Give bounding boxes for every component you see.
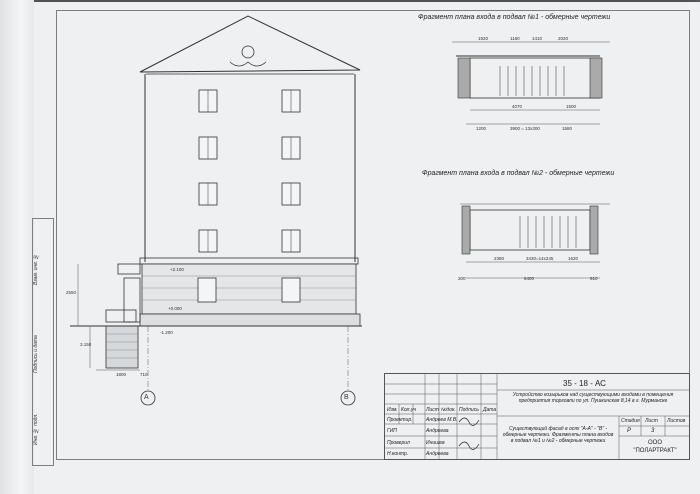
sheet-description: Существующий фасад в осях "А-А" - "В" - обмерные чертежи. Фрагменты плана входов в подвал №1 и №2 - обмерные чертежи: [502, 426, 614, 444]
dimension-label: 1500: [566, 104, 577, 109]
side-strip-label: Инв. № подл.: [33, 413, 39, 445]
axis-label: В: [344, 394, 349, 401]
dimension-label: 1200: [476, 126, 487, 131]
header-cell: №док.: [441, 407, 456, 413]
axis-label: А: [144, 394, 149, 401]
emblem-icon: [242, 46, 254, 58]
upper-windows: [199, 90, 300, 252]
drawing-code: 35 - 18 - АС: [563, 379, 606, 388]
plan-2-drawing: [460, 204, 610, 278]
dimension-label: 3900 = 13x300: [510, 126, 540, 131]
dimension-label: 1410: [532, 36, 543, 41]
side-strip-label: Взам. инв. №: [33, 253, 39, 285]
plan-1-drawing: [452, 42, 610, 124]
entrance-door: [124, 278, 140, 322]
header-cell: Изм.: [387, 407, 398, 413]
stage-header: Лист: [645, 418, 658, 424]
header-cell: Подпись: [459, 407, 479, 413]
level-label: 1800: [116, 372, 127, 377]
plinth: [140, 314, 360, 326]
stage-header: Стадия: [621, 418, 640, 424]
stage-value: Р: [627, 428, 632, 434]
dimension-label: 1580: [562, 126, 573, 131]
role-label: Н.контр.: [387, 451, 409, 457]
stage-header: Листов: [667, 418, 686, 424]
sheet-value: 3: [651, 428, 655, 434]
level-label: 3.150: [80, 342, 92, 347]
dimension-label: 3430=14x245: [526, 256, 554, 261]
title-block: [384, 373, 690, 460]
plan-1-title: Фрагмент плана входа в подвал №1 - обмерные чертежи: [418, 14, 611, 21]
header-cell: Кол.уч: [401, 407, 416, 413]
level-label: 2550: [66, 290, 77, 295]
company-name: "ПОЛАРТРАКТ": [633, 448, 677, 454]
level-label: +0.000: [168, 306, 182, 311]
dimension-label: 1160: [510, 36, 520, 41]
header-cell: Лист: [426, 407, 439, 413]
role-name: Инишев: [426, 440, 445, 446]
role-name: Андреева: [426, 428, 449, 434]
dimension-label: 1620: [568, 256, 579, 261]
signature-icon: [459, 418, 479, 426]
level-label: 710: [140, 372, 148, 377]
dimension-label: 4070: [512, 104, 523, 109]
project-description: Устройство козырьков над существующими входами в помещения предприятия торговли по ул. Пушкинская 8,14 в г. Мурманске: [512, 392, 674, 404]
plan-2-title: Фрагмент плана входа в подвал №2 - обмерные чертежи: [422, 170, 615, 177]
role-label: Проверил: [387, 440, 410, 446]
role-name: Андреев М.В.: [426, 417, 458, 423]
dimension-label: 2020: [558, 36, 569, 41]
header-cell: Дата: [483, 407, 497, 413]
dimension-label: 2380: [494, 256, 505, 261]
basement-stairs: [106, 326, 138, 368]
dimension-label: 300: [458, 276, 466, 281]
level-label: +2.100: [170, 267, 184, 272]
company-prefix: ООО: [647, 440, 662, 446]
dimension-label: 1920: [478, 36, 489, 41]
dimension-label: 6400: [524, 276, 535, 281]
role-name: Андреева: [426, 451, 449, 457]
level-label: -1.200: [160, 330, 173, 335]
side-strip-label: Подпись и дата: [33, 335, 39, 373]
signature-icon: [459, 442, 479, 450]
dimension-label: 910: [590, 276, 598, 281]
role-label: ГИП: [387, 428, 397, 434]
role-label: Проектир.: [387, 417, 413, 423]
